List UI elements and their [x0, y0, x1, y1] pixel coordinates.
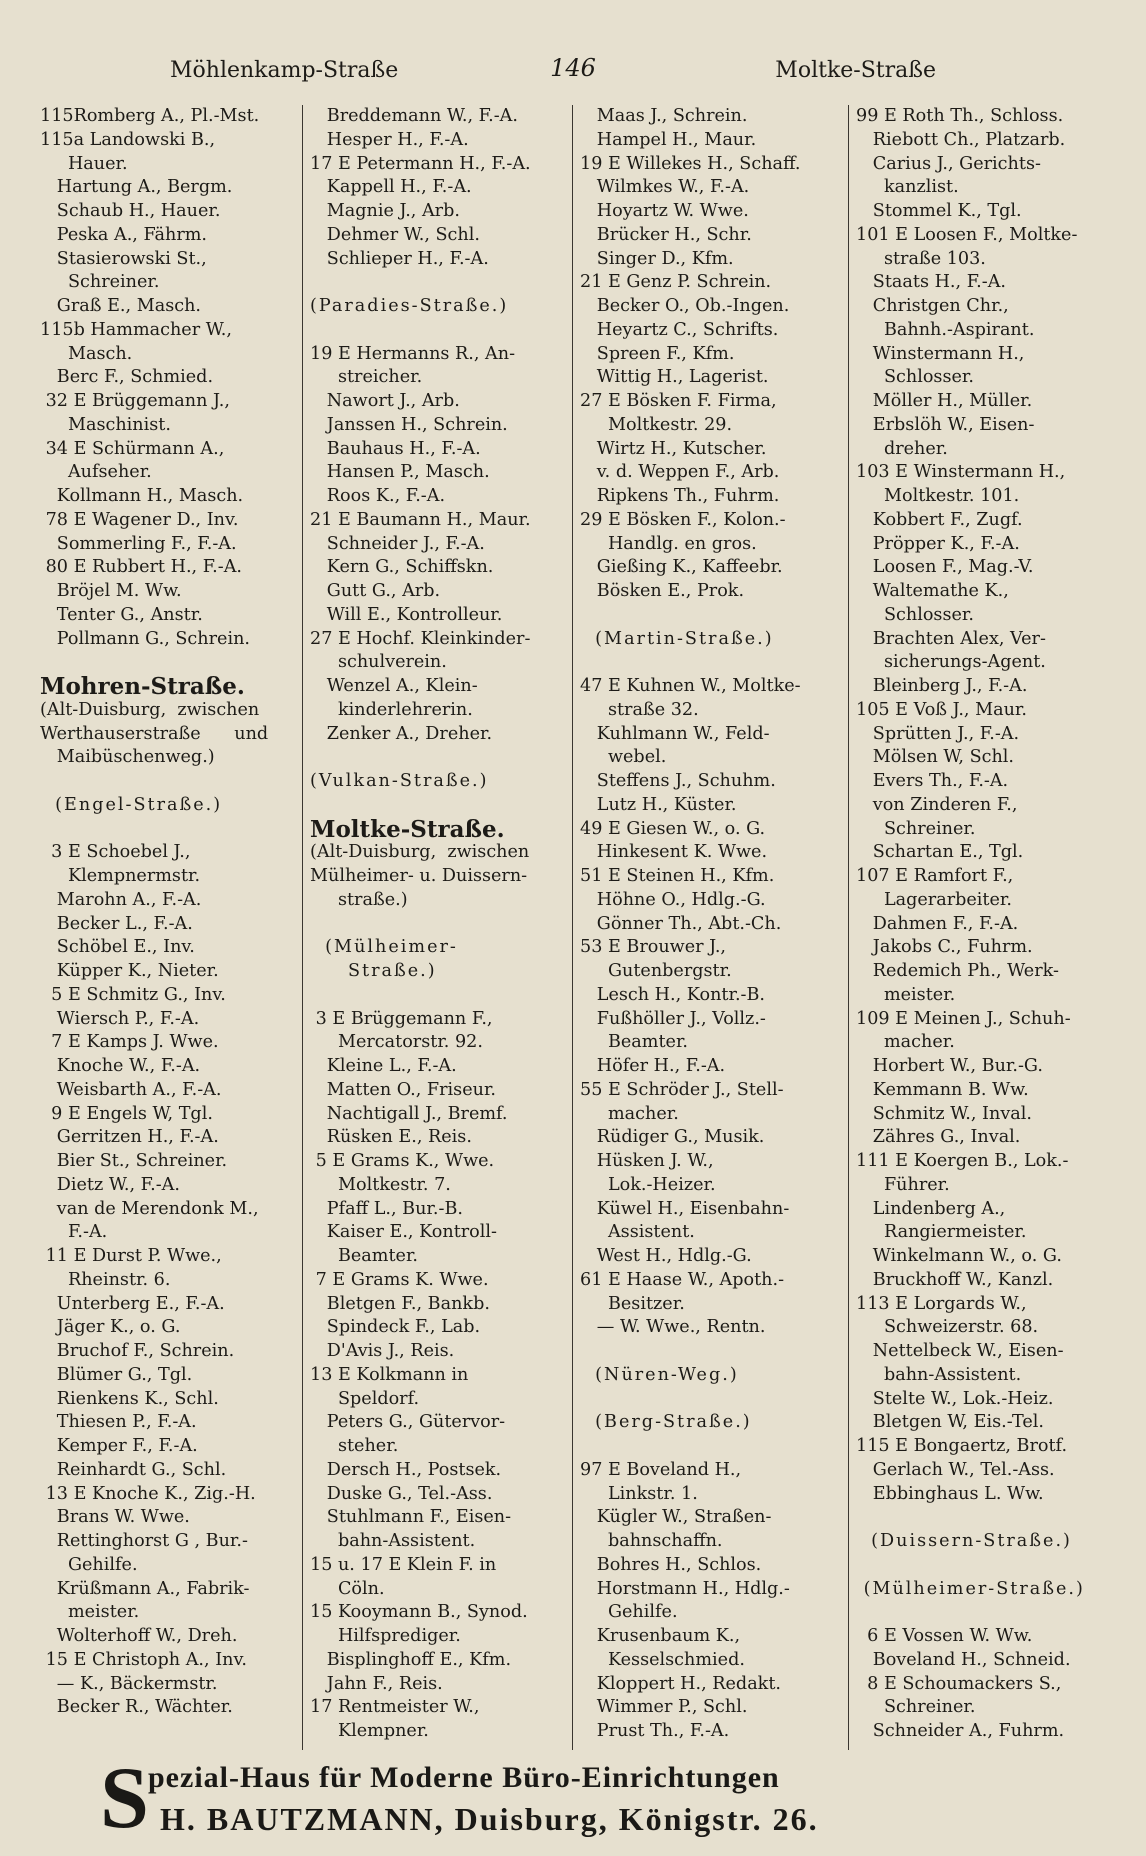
- directory-entry-line: Spindeck F., Lab.: [310, 1317, 481, 1338]
- directory-entry-line: Schneider A., Fuhrm.: [856, 1721, 1065, 1741]
- directory-entry-line: Moltkestr. 29.: [580, 414, 733, 435]
- directory-columns: [40, 105, 1110, 1745]
- directory-entry-line: Führer.: [856, 1174, 950, 1195]
- directory-entry-line: Roos K., F.-A.: [310, 486, 446, 506]
- directory-entry-line: (Vulkan-Straße.): [310, 771, 489, 791]
- directory-entry-line: 15 u. 17 E Klein F. in: [310, 1554, 497, 1575]
- page-header: [60, 52, 1086, 92]
- directory-entry-line: Gerritzen H., F.-A.: [40, 1127, 219, 1148]
- directory-entry-line: 5 E Grams K., Wwe.: [310, 1151, 495, 1171]
- directory-entry-line: Horbert W., Bur.-G.: [856, 1056, 1043, 1076]
- column-4: [856, 105, 1110, 1745]
- directory-entry-line: webel.: [580, 747, 667, 768]
- directory-entry-line: Jakobs C., Fuhrm.: [856, 937, 1033, 958]
- directory-entry-line: Wilmkes W., F.-A.: [580, 177, 750, 198]
- directory-entry-line: 29 E Bösken F., Kolon.-: [580, 509, 786, 530]
- directory-entry-line: Schmitz W., Inval.: [856, 1103, 1032, 1124]
- directory-entry-line: Weisbarth A., F.-A.: [40, 1079, 222, 1100]
- directory-entry-line: Becker O., Ob.-Ingen.: [580, 296, 790, 316]
- directory-entry-line: 7 E Kamps J. Wwe.: [40, 1032, 219, 1053]
- directory-entry-line: Sprütten J., F.-A.: [856, 723, 1020, 744]
- directory-entry-line: Klempnermstr.: [40, 866, 201, 886]
- directory-entry-line: Moltkestr. 7.: [310, 1174, 451, 1195]
- directory-entry-line: 105 E Voß J., Maur.: [856, 699, 1028, 720]
- directory-entry-line: (Mülheimer-: [310, 937, 458, 958]
- directory-entry-line: Horstmann H., Hdlg.-: [580, 1578, 790, 1599]
- directory-entry-line: Beamter.: [580, 1032, 689, 1053]
- directory-entry-line: Krusenbaum K.,: [580, 1626, 741, 1646]
- directory-entry-line: Reinhardt G., Schl.: [40, 1459, 227, 1480]
- directory-entry-line: Lok.-Heizer.: [580, 1174, 716, 1195]
- directory-entry-line: Bletgen W, Eis.-Tel.: [856, 1412, 1045, 1433]
- directory-entry-line: Brachten Alex, Ver-: [856, 628, 1046, 649]
- directory-entry-line: Waltemathe K.,: [856, 581, 1009, 601]
- directory-entry-line: Kobbert F., Zugf.: [856, 509, 1023, 530]
- directory-entry-line: steher.: [310, 1436, 399, 1456]
- directory-entry-line: Bier St., Schreiner.: [40, 1151, 228, 1171]
- directory-entry-line: [310, 913, 572, 937]
- directory-entry-line: Wimmer P., Schl.: [580, 1697, 748, 1718]
- directory-entry-line: 97 E Boveland H.,: [580, 1459, 742, 1480]
- directory-entry-line: Riebott Ch., Platzarb.: [856, 129, 1066, 150]
- directory-entry-line: 107 E Ramfort F.,: [856, 866, 1014, 886]
- directory-entry-line: 15 Kooymann B., Synod.: [310, 1602, 528, 1623]
- directory-entry-line: Stuhlmann F., Eisen-: [310, 1507, 512, 1528]
- directory-entry-line: Assistent.: [580, 1222, 695, 1243]
- directory-entry-line: Moltke-Straße.: [310, 817, 505, 842]
- directory-entry-line: [310, 794, 572, 818]
- ad-line-2: H. BAUTZMANN, Duisburg, Königstr. 26.: [160, 1801, 819, 1837]
- directory-entry-line: Lesch H., Kontr.-B.: [580, 984, 765, 1005]
- directory-entry-line: 49 E Giesen W., o. G.: [580, 818, 766, 839]
- directory-entry-line: 51 E Steinen H., Kfm.: [580, 866, 775, 886]
- directory-entry-line: Höhne O., Hdlg.-G.: [580, 889, 766, 910]
- directory-entry-line: Möller H., Müller.: [856, 391, 1033, 411]
- directory-entry-line: kanzlist.: [856, 177, 959, 198]
- column-3: [580, 105, 848, 1745]
- directory-entry-line: 13 E Knoche K., Zig.-H.: [40, 1483, 256, 1504]
- directory-entry-line: Tenter G., Anstr.: [40, 604, 203, 625]
- directory-entry-line: macher.: [580, 1103, 679, 1124]
- directory-entry-line: 9 E Engels W, Tgl.: [40, 1103, 213, 1124]
- directory-entry-line: Bletgen F., Bankb.: [310, 1293, 490, 1314]
- directory-entry-line: Gerlach W., Tel.-Ass.: [856, 1459, 1055, 1480]
- directory-entry-line: Fußhöller J., Vollz.-: [580, 1008, 766, 1029]
- directory-entry-line: Cöln.: [310, 1578, 385, 1599]
- directory-entry-line: 27 E Bösken F. Firma,: [580, 391, 777, 411]
- directory-entry-line: Jäger K., o. G.: [40, 1317, 181, 1338]
- directory-entry-line: (Alt-Duisburg, zwischen: [310, 842, 530, 863]
- directory-entry-line: Gehilfe.: [580, 1602, 678, 1623]
- directory-entry-line: Kemmann B. Ww.: [856, 1079, 1029, 1100]
- directory-entry-line: Dahmen F., F.-A.: [856, 913, 1019, 934]
- directory-entry-line: Kesselschmied.: [580, 1649, 745, 1670]
- ad-line-1: pezial-Haus für Moderne Büro-Einrichtungen: [148, 1761, 780, 1794]
- directory-entry-line: 109 E Meinen J., Schuh-: [856, 1008, 1071, 1029]
- directory-entry-line: Magnie J., Arb.: [310, 201, 460, 221]
- directory-entry-line: Küpper K., Nieter.: [40, 961, 219, 981]
- directory-entry-line: Rheinstr. 6.: [40, 1269, 171, 1290]
- directory-entry-line: Kuhlmann W., Feld-: [580, 723, 770, 744]
- directory-entry-line: Stommel K., Tgl.: [856, 201, 1022, 221]
- directory-entry-line: Gießing K., Kaffeebr.: [580, 557, 783, 578]
- directory-entry-line: von Zinderen F.,: [856, 794, 1018, 815]
- directory-entry-line: Mölsen W, Schl.: [856, 747, 1015, 768]
- directory-entry-line: Becker L., F.-A.: [40, 913, 193, 934]
- directory-entry-line: schulverein.: [310, 652, 447, 673]
- directory-entry-line: 15 E Christoph A., Inv.: [40, 1649, 247, 1670]
- page-number: 146: [550, 54, 596, 82]
- header-left-street: Möhlenkamp-Straße: [170, 58, 399, 83]
- directory-entry-line: 21 E Baumann H., Maur.: [310, 509, 531, 530]
- directory-entry-line: Linkstr. 1.: [580, 1483, 698, 1504]
- directory-entry-line: Lutz H., Küster.: [580, 794, 737, 815]
- directory-entry-line: Dehmer W., Schl.: [310, 224, 480, 245]
- directory-entry-line: Kollmann H., Masch.: [40, 486, 244, 506]
- directory-entry-line: Sommerling F., F.-A.: [40, 533, 237, 554]
- directory-entry-line: Brücker H., Schr.: [580, 224, 752, 245]
- directory-entry-line: Besitzer.: [580, 1293, 685, 1314]
- directory-entry-line: Kügler W., Straßen-: [580, 1507, 772, 1528]
- directory-entry-line: kinderlehrerin.: [310, 699, 473, 720]
- directory-entry-line: Knoche W., F.-A.: [40, 1056, 201, 1076]
- directory-entry-line: Bleinberg J., F.-A.: [856, 676, 1028, 696]
- directory-entry-line: Maschinist.: [40, 414, 171, 435]
- directory-entry-line: [580, 1435, 848, 1459]
- directory-entry-line: Mülheimer- u. Duissern-: [310, 866, 528, 886]
- directory-entry-line: Unterberg E., F.-A.: [40, 1293, 225, 1314]
- directory-entry-line: bahn-Assistent.: [310, 1531, 476, 1551]
- directory-entry-line: 80 E Rubbert H., F.-A.: [40, 557, 243, 578]
- directory-entry-line: 53 E Brouwer J.,: [580, 937, 727, 958]
- directory-entry-line: Hoyartz W. Wwe.: [580, 201, 749, 221]
- directory-entry-line: [856, 1506, 1110, 1530]
- directory-entry-line: Becker R., Wächter.: [40, 1697, 233, 1718]
- directory-entry-line: Maibüschenweg.): [40, 747, 215, 768]
- directory-entry-line: Kappell H., F.-A.: [310, 177, 472, 198]
- directory-entry-line: [40, 818, 302, 842]
- directory-entry-line: F.-A.: [40, 1222, 108, 1243]
- directory-entry-line: Nawort J., Arb.: [310, 391, 460, 411]
- directory-entry-line: Klempner.: [310, 1721, 429, 1741]
- directory-entry-line: 47 E Kuhnen W., Moltke-: [580, 676, 801, 696]
- directory-entry-line: Höfer H., F.-A.: [580, 1056, 726, 1076]
- directory-entry-line: Hesper H., F.-A.: [310, 129, 469, 150]
- directory-entry-line: Gutenbergstr.: [580, 961, 732, 981]
- directory-entry-line: Kemper F., F.-A.: [40, 1436, 198, 1456]
- directory-entry-line: [40, 770, 302, 794]
- directory-entry-line: 32 E Brüggemann J.,: [40, 391, 230, 411]
- directory-entry-line: Boveland H., Schneid.: [856, 1649, 1071, 1670]
- directory-entry-line: (Duissern-Straße.): [856, 1531, 1072, 1551]
- directory-entry-line: Ripkens Th., Fuhrm.: [580, 486, 780, 506]
- directory-entry-line: Brans W. Wwe.: [40, 1507, 190, 1528]
- directory-entry-line: Ebbinghaus L. Ww.: [856, 1483, 1044, 1504]
- directory-entry-line: Winkelmann W., o. G.: [856, 1246, 1062, 1266]
- directory-entry-line: Staats H., F.-A.: [856, 272, 1006, 293]
- directory-entry-line: (Mülheimer-Straße.): [856, 1578, 1085, 1599]
- directory-entry-line: Gutt G., Arb.: [310, 581, 441, 601]
- directory-entry-line: meister.: [856, 984, 956, 1005]
- directory-entry-line: Bösken E., Prok.: [580, 581, 745, 601]
- directory-entry-line: Wirtz H., Kutscher.: [580, 438, 767, 459]
- directory-entry-line: (Martin-Straße.): [580, 628, 774, 649]
- directory-entry-line: — W. Wwe., Rentn.: [580, 1317, 766, 1338]
- directory-entry-line: Rüdiger G., Musik.: [580, 1127, 765, 1148]
- directory-entry-line: 17 E Petermann H., F.-A.: [310, 153, 531, 174]
- directory-entry-line: 27 E Hochf. Kleinkinder-: [310, 628, 531, 649]
- directory-entry-line: Nettelbeck W., Eisen-: [856, 1341, 1064, 1361]
- directory-entry-line: meister.: [40, 1602, 140, 1623]
- directory-entry-line: 8 E Schoumackers S.,: [856, 1673, 1062, 1694]
- directory-entry-line: 34 E Schürmann A.,: [40, 438, 225, 459]
- directory-entry-line: (Alt-Duisburg, zwischen: [40, 699, 260, 720]
- directory-entry-line: Küwel H., Eisenbahn-: [580, 1198, 790, 1219]
- directory-entry-line: 115a Landowski B.,: [40, 129, 216, 150]
- directory-entry-line: 61 E Haase W., Apoth.-: [580, 1269, 785, 1290]
- directory-entry-line: Schartan E., Tgl.: [856, 842, 1024, 863]
- directory-entry-line: Redemich Ph., Werk-: [856, 961, 1059, 981]
- directory-entry-line: 7 E Grams K. Wwe.: [310, 1269, 489, 1290]
- directory-entry-line: 115b Hammacher W.,: [40, 319, 232, 340]
- directory-entry-line: (Paradies-Straße.): [310, 296, 509, 316]
- directory-entry-line: Bisplinghoff E., Kfm.: [310, 1649, 512, 1670]
- directory-entry-line: Heyartz C., Schrifts.: [580, 319, 779, 340]
- directory-entry-line: 55 E Schröder J., Stell-: [580, 1079, 784, 1100]
- directory-entry-line: 111 E Koergen B., Lok.-: [856, 1151, 1069, 1171]
- directory-entry-line: Schlosser.: [856, 604, 974, 625]
- directory-entry-line: [310, 319, 572, 343]
- directory-entry-line: Schöbel E., Inv.: [40, 937, 195, 958]
- directory-entry-line: Schweizerstr. 68.: [856, 1317, 1039, 1338]
- header-right-street: Moltke-Straße: [775, 58, 936, 83]
- directory-entry-line: Pfaff L., Bur.-B.: [310, 1198, 463, 1219]
- directory-entry-line: Pröpper K., F.-A.: [856, 533, 1020, 554]
- directory-entry-line: Zähres G., Inval.: [856, 1127, 1021, 1148]
- directory-entry-line: Schlieper H., F.-A.: [310, 248, 489, 269]
- directory-entry-line: [310, 271, 572, 295]
- directory-entry-line: Peters G., Gütervor-: [310, 1412, 506, 1433]
- directory-entry-line: Hartung A., Bergm.: [40, 177, 233, 198]
- directory-entry-line: v. d. Weppen F., Arb.: [580, 462, 780, 483]
- directory-entry-line: [310, 984, 572, 1008]
- directory-entry-line: Wenzel A., Klein-: [310, 676, 478, 696]
- directory-entry-line: Mercatorstr. 92.: [310, 1032, 483, 1053]
- directory-entry-line: Bröjel M. Ww.: [40, 581, 182, 601]
- directory-entry-line: Graß E., Masch.: [40, 296, 202, 316]
- directory-entry-line: Kloppert H., Redakt.: [580, 1673, 782, 1694]
- directory-entry-line: Schreiner.: [40, 272, 160, 293]
- directory-entry-line: straße 103.: [856, 248, 986, 269]
- column-1: [40, 105, 302, 1745]
- directory-entry-line: Schreiner.: [856, 818, 976, 839]
- directory-entry-line: straße 32.: [580, 699, 699, 720]
- ad-initial-letter: S: [100, 1750, 149, 1847]
- directory-entry-line: 11 E Durst P. Wwe.,: [40, 1246, 222, 1266]
- directory-entry-line: Christgen Chr.,: [856, 296, 1009, 316]
- directory-entry-line: Handlg. en gros.: [580, 533, 757, 554]
- directory-entry-line: 6 E Vossen W. Ww.: [856, 1626, 1033, 1646]
- directory-entry-line: Werthauserstraße und: [40, 723, 269, 744]
- directory-entry-line: Bohres H., Schlos.: [580, 1554, 762, 1575]
- directory-entry-line: Rüsken E., Reis.: [310, 1127, 472, 1148]
- directory-entry-line: Masch.: [40, 343, 133, 364]
- directory-entry-line: 115 E Bongaertz, Brotf.: [856, 1436, 1068, 1456]
- directory-entry-line: Hampel H., Maur.: [580, 129, 757, 150]
- directory-entry-line: Pollmann G., Schrein.: [40, 628, 250, 649]
- directory-entry-line: Hüsken J. W.,: [580, 1151, 714, 1171]
- directory-entry-line: Kleine L., F.-A.: [310, 1056, 457, 1076]
- directory-entry-line: Lindenberg A.,: [856, 1198, 1006, 1219]
- directory-entry-line: straße.): [310, 889, 408, 910]
- directory-entry-line: macher.: [856, 1032, 955, 1053]
- directory-entry-line: [580, 1340, 848, 1364]
- directory-entry-line: (Nüren-Weg.): [580, 1364, 739, 1385]
- directory-entry-line: Bruchof F., Schrein.: [40, 1341, 235, 1361]
- directory-entry-line: Wiersch P., F.-A.: [40, 1008, 200, 1029]
- directory-entry-line: 115Romberg A., Pl.-Mst.: [40, 106, 260, 126]
- directory-entry-line: [310, 746, 572, 770]
- directory-entry-line: Marohn A., F.-A.: [40, 889, 202, 910]
- directory-entry-line: Loosen F., Mag.-V.: [856, 557, 1034, 578]
- directory-entry-line: 101 E Loosen F., Moltke-: [856, 224, 1078, 245]
- directory-entry-line: [856, 1601, 1110, 1625]
- directory-entry-line: Schneider J., F.-A.: [310, 533, 485, 554]
- directory-entry-line: Erbslöh W., Eisen-: [856, 414, 1035, 435]
- directory-entry-line: Zenker A., Dreher.: [310, 723, 493, 744]
- directory-entry-line: 103 E Winstermann H.,: [856, 462, 1066, 483]
- directory-entry-line: streicher.: [310, 367, 423, 388]
- directory-entry-line: Peska A., Fährm.: [40, 224, 208, 245]
- directory-entry-line: Singer D., Kfm.: [580, 248, 734, 269]
- directory-entry-line: Prust Th., F.-A.: [580, 1721, 730, 1741]
- directory-entry-line: 99 E Roth Th., Schloss.: [856, 106, 1064, 126]
- directory-entry-line: Lagerarbeiter.: [856, 889, 1012, 910]
- column-2: [310, 105, 572, 1745]
- directory-entry-line: Kaiser E., Kontroll-: [310, 1222, 497, 1243]
- directory-entry-line: Beamter.: [310, 1246, 419, 1266]
- directory-entry-line: Speldorf.: [310, 1388, 420, 1409]
- directory-entry-line: West H., Hdlg.-G.: [580, 1246, 752, 1266]
- directory-entry-line: 19 E Willekes H., Schaff.: [580, 153, 801, 174]
- directory-entry-line: Kern G., Schiffskn.: [310, 557, 494, 578]
- directory-entry-line: Blümer G., Tgl.: [40, 1364, 193, 1385]
- advertisement-footer: [100, 1750, 1060, 1847]
- directory-entry-line: Bahnh.-Aspirant.: [856, 319, 1035, 340]
- directory-entry-line: Gehilfe.: [40, 1554, 138, 1575]
- directory-entry-line: Evers Th., F.-A.: [856, 771, 1009, 791]
- directory-entry-line: Carius J., Gerichts-: [856, 153, 1041, 174]
- directory-entry-line: Matten O., Friseur.: [310, 1079, 497, 1100]
- directory-entry-line: 21 E Genz P. Schrein.: [580, 272, 772, 293]
- directory-entry-line: [580, 1388, 848, 1412]
- directory-entry-line: Straße.): [310, 961, 437, 981]
- directory-entry-line: Spreen F., Kfm.: [580, 343, 735, 364]
- directory-entry-line: Duske G., Tel.-Ass.: [310, 1483, 493, 1504]
- directory-entry-line: Will E., Kontrolleur.: [310, 604, 503, 625]
- directory-entry-line: Hilfsprediger.: [310, 1626, 461, 1646]
- directory-entry-line: Janssen H., Schrein.: [310, 414, 508, 435]
- directory-entry-line: Wittig H., Lagerist.: [580, 367, 769, 388]
- directory-entry-line: 78 E Wagener D., Inv.: [40, 509, 239, 530]
- directory-entry-line: — K., Bäckermstr.: [40, 1673, 218, 1694]
- directory-entry-line: Jahn F., Reis.: [310, 1673, 443, 1694]
- directory-entry-line: Stasierowski St.,: [40, 248, 207, 269]
- directory-entry-line: Moltkestr. 101.: [856, 486, 1020, 506]
- directory-entry-line: Wolterhoff W., Dreh.: [40, 1626, 238, 1646]
- directory-entry-line: dreher.: [856, 438, 948, 459]
- directory-entry-line: Mohren-Straße.: [40, 675, 245, 699]
- directory-entry-line: bahn-Assistent.: [856, 1364, 1022, 1385]
- directory-entry-line: (Berg-Straße.): [580, 1412, 752, 1433]
- directory-entry-line: 113 E Lorgards W.,: [856, 1293, 1027, 1314]
- directory-entry-line: [580, 651, 848, 675]
- directory-entry-line: 3 E Schoebel J.,: [40, 842, 191, 863]
- directory-entry-line: 17 Rentmeister W.,: [310, 1697, 480, 1718]
- directory-entry-line: sicherungs-Agent.: [856, 652, 1046, 673]
- directory-entry-line: Schlosser.: [856, 367, 974, 388]
- directory-entry-line: Berc F., Schmied.: [40, 367, 214, 388]
- directory-entry-line: Winstermann H.,: [856, 343, 1025, 364]
- directory-entry-line: Aufseher.: [40, 462, 152, 483]
- directory-entry-line: Schreiner.: [856, 1697, 976, 1718]
- directory-entry-line: Dietz W., F.-A.: [40, 1174, 180, 1195]
- directory-entry-line: Krüßmann A., Fabrik-: [40, 1578, 250, 1599]
- directory-entry-line: 5 E Schmitz G., Inv.: [40, 984, 226, 1005]
- directory-entry-line: bahnschaffn.: [580, 1531, 723, 1551]
- directory-entry-line: [580, 604, 848, 628]
- directory-entry-line: Nachtigall J., Bremf.: [310, 1103, 508, 1124]
- directory-entry-line: Hansen P., Masch.: [310, 462, 490, 483]
- directory-entry-line: Maas J., Schrein.: [580, 106, 748, 126]
- directory-entry-line: [856, 1554, 1110, 1578]
- directory-entry-line: D'Avis J., Reis.: [310, 1341, 455, 1361]
- directory-entry-line: Rangiermeister.: [856, 1222, 1027, 1243]
- directory-entry-line: Thiesen P., F.-A.: [40, 1412, 197, 1433]
- directory-entry-line: (Engel-Straße.): [40, 794, 223, 815]
- directory-entry-line: Bruckhoff W., Kanzl.: [856, 1269, 1054, 1290]
- directory-entry-line: van de Merendonk M.,: [40, 1198, 259, 1219]
- directory-entry-line: Stelte W., Lok.-Heiz.: [856, 1388, 1054, 1409]
- directory-entry-line: Steffens J., Schuhm.: [580, 771, 776, 791]
- directory-entry-line: Schaub H., Hauer.: [40, 201, 221, 221]
- directory-entry-line: Gönner Th., Abt.-Ch.: [580, 913, 782, 934]
- directory-entry-line: 19 E Hermanns R., An-: [310, 343, 516, 364]
- directory-entry-line: Rienkens K., Schl.: [40, 1388, 219, 1409]
- directory-entry-line: Breddemann W., F.-A.: [310, 106, 518, 126]
- directory-entry-line: Hauer.: [40, 153, 128, 174]
- directory-entry-line: Rettinghorst G , Bur.-: [40, 1531, 248, 1551]
- directory-entry-line: Dersch H., Postsek.: [310, 1459, 502, 1480]
- directory-entry-line: 3 E Brüggemann F.,: [310, 1008, 493, 1029]
- directory-entry-line: [40, 651, 302, 675]
- directory-entry-line: Bauhaus H., F.-A.: [310, 438, 481, 459]
- directory-entry-line: 13 E Kolkmann in: [310, 1364, 469, 1385]
- directory-entry-line: Hinkesent K. Wwe.: [580, 842, 768, 863]
